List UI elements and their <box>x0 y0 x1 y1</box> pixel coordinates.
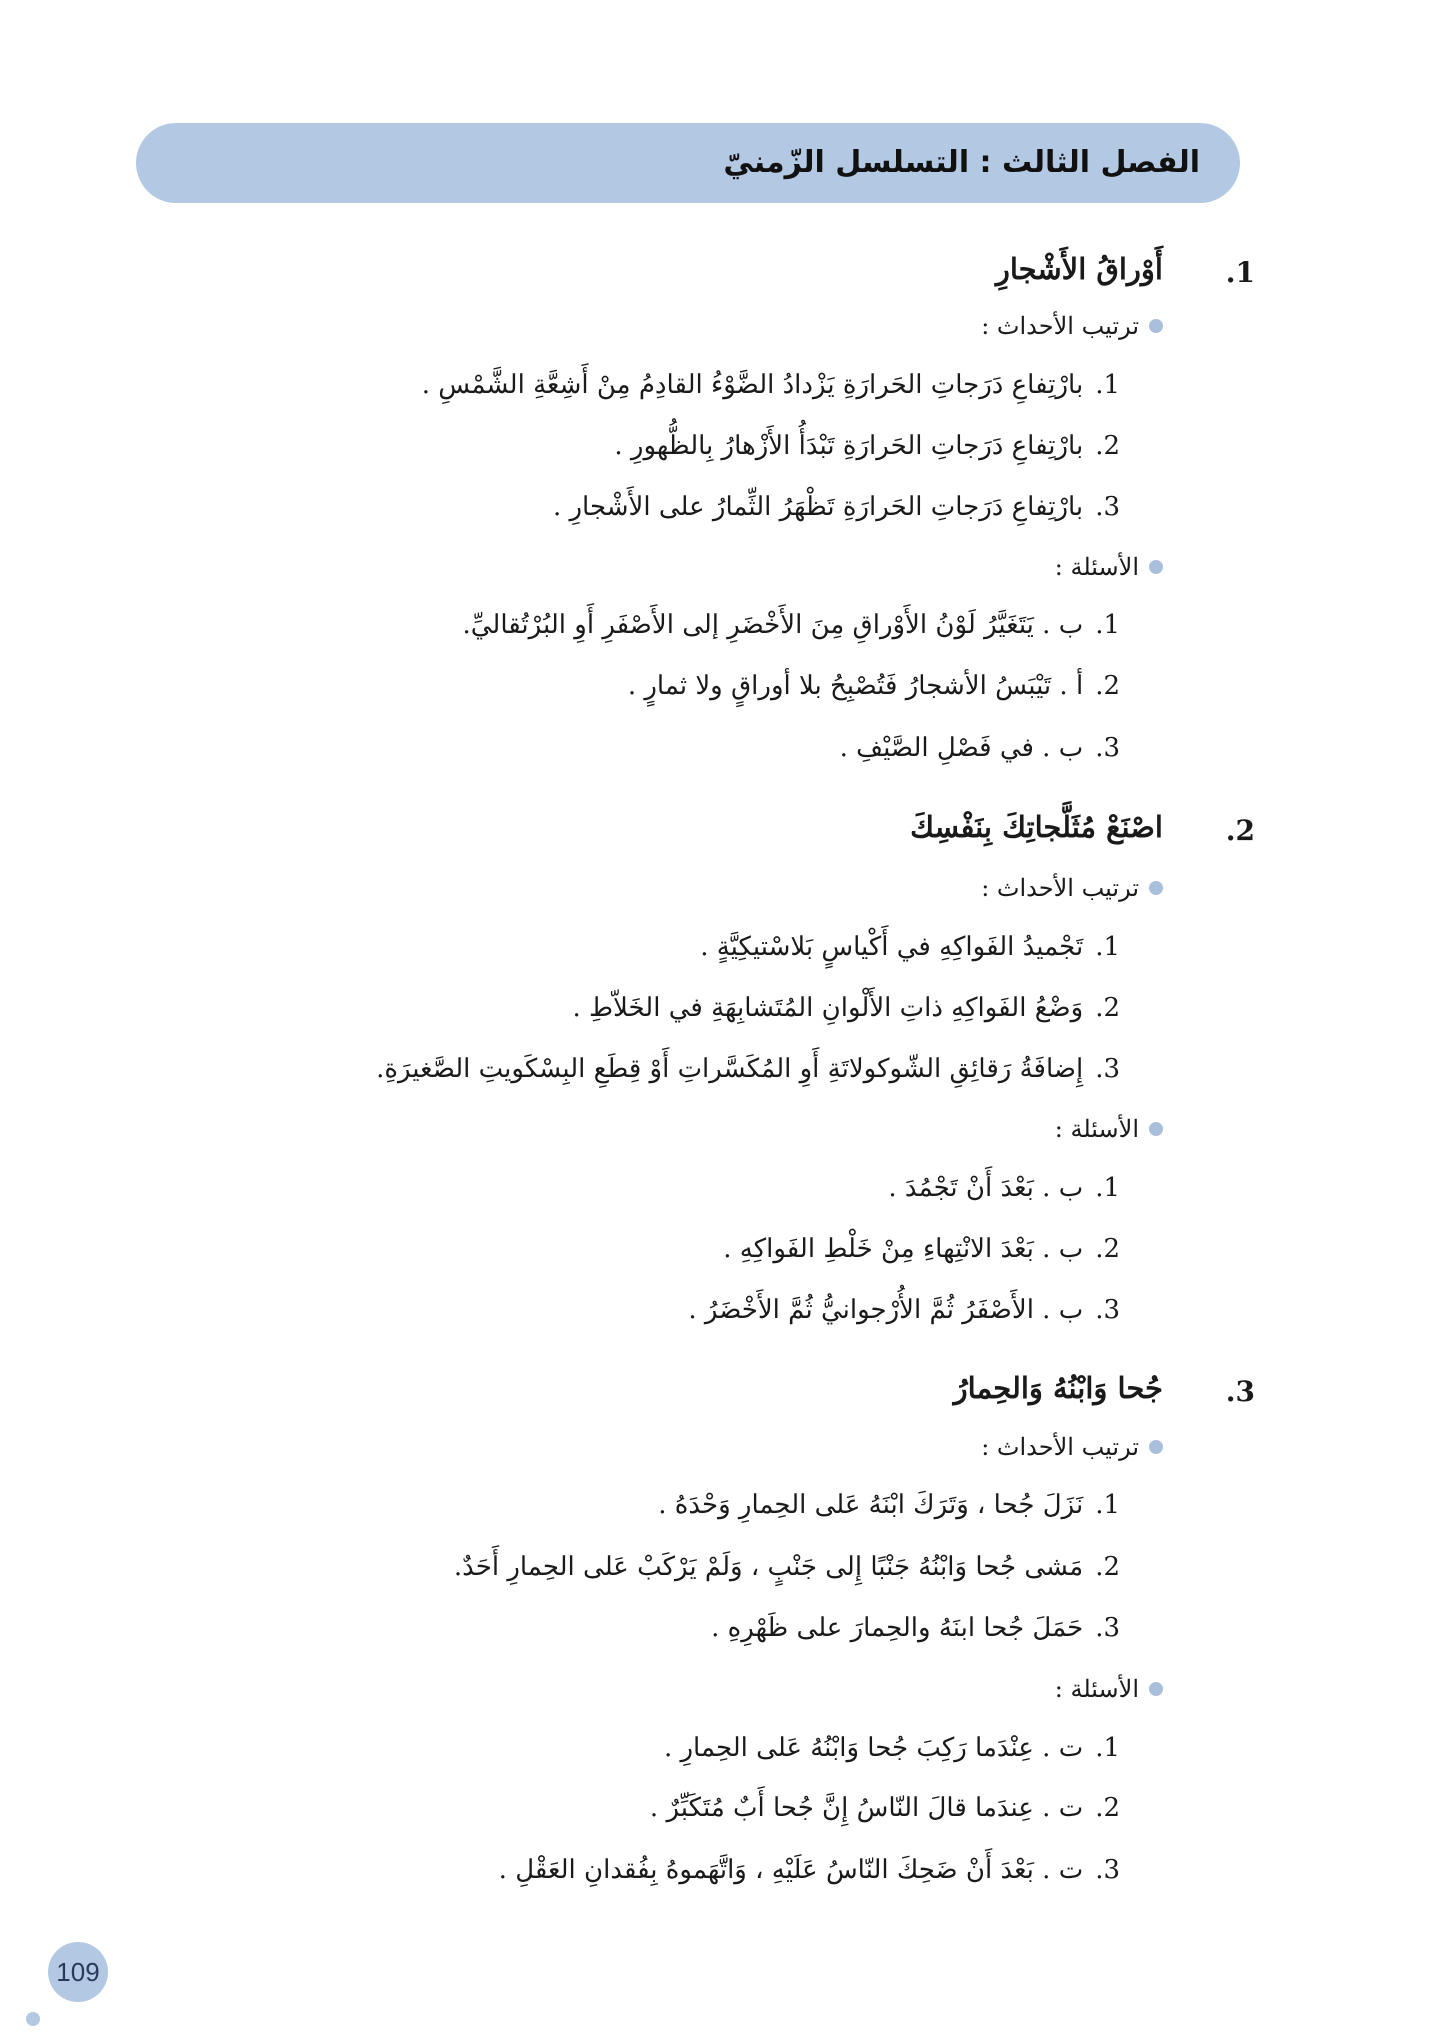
answer-item: 1.ب . يَتَغَيَّرُ لَوْنُ الأَوْراقِ مِنَ الأَخْضَرِ إلى الأَصْفَرِ أَوِ البُرْتُقاليِّ. <box>462 610 1120 640</box>
event-item: 1.تَجْميدُ الفَواكِهِ في أَكْياسٍ بَلاسْتيكِيَّةٍ . <box>700 932 1120 962</box>
section-title: اصْنَعْ مُثَلَّجاتِكَ بِنَفْسِكَ <box>910 810 1163 844</box>
bullet-icon <box>1149 1440 1163 1454</box>
events-heading: ترتيب الأحداث : <box>981 874 1163 902</box>
chapter-title: الفصل الثالث : التسلسل الزّمنيّ <box>723 145 1200 180</box>
event-item: 3.إِضافَةُ رَقائِقِ الشّوكولاتَةِ أَوِ المُكَسَّراتِ أَوْ قِطَعِ البِسْكَويتِ الصَّغيرَةِ. <box>376 1054 1120 1084</box>
answer-item: 3.ب . في فَصْلِ الصَّيْفِ . <box>839 733 1120 763</box>
chapter-header <box>136 123 1240 203</box>
event-item: 2.بارْتِفاعِ دَرَجاتِ الحَرارَةِ تَبْدَأُ الأَزْهارُ بِالظُّهورِ . <box>614 431 1120 461</box>
answer-item: 1.ب . بَعْدَ أَنْ تَجْمُدَ . <box>888 1173 1120 1203</box>
section-number: 1. <box>1225 256 1255 289</box>
answer-item: 3.ت . بَعْدَ أَنْ ضَحِكَ النّاسُ عَلَيْهِ ، وَاتَّهَموهُ بِفُقدانِ العَقْلِ . <box>498 1855 1120 1885</box>
questions-heading: الأسئلة : <box>1055 553 1163 581</box>
event-item: 1.نَزَلَ جُحا ، وَتَرَكَ ابْنَهُ عَلى الحِمارِ وَحْدَهُ . <box>658 1490 1120 1520</box>
section-title: جُحا وَابْنُهُ وَالحِمارُ <box>953 1371 1163 1405</box>
section-title: أَوْراقُ الأَشْجارِ <box>995 252 1163 286</box>
event-item: 2.وَضْعُ الفَواكِهِ ذاتِ الأَلْوانِ المُتَشابِهَةِ في الخَلاّطِ . <box>572 993 1120 1023</box>
event-item: 3.بارْتِفاعِ دَرَجاتِ الحَرارَةِ تَظْهَرُ الثِّمارُ على الأَشْجارِ . <box>552 492 1120 522</box>
answer-item: 3.ب . الأَصْفَرُ ثُمَّ الأُرْجوانيُّ ثُمَّ الأَخْضَرُ . <box>688 1295 1120 1325</box>
bullet-icon <box>1149 881 1163 895</box>
bullet-icon <box>1149 560 1163 574</box>
questions-heading: الأسئلة : <box>1055 1115 1163 1143</box>
event-item: 2.مَشى جُحا وَابْنُهُ جَنْبًا إِلى جَنْبٍ ، وَلَمْ يَرْكَبْ عَلى الحِمارِ أَحَدٌ. <box>453 1552 1120 1582</box>
decorative-dot <box>26 2012 40 2026</box>
events-heading: ترتيب الأحداث : <box>981 1433 1163 1461</box>
events-heading: ترتيب الأحداث : <box>981 312 1163 340</box>
answer-item: 2.ت . عِندَما قالَ النّاسُ إِنَّ جُحا أَبٌ مُتَكَبِّرٌ . <box>649 1793 1120 1823</box>
answer-item: 2.ب . بَعْدَ الانْتِهاءِ مِنْ خَلْطِ الفَواكِهِ . <box>723 1234 1120 1264</box>
section-number: 2. <box>1225 814 1255 847</box>
questions-heading: الأسئلة : <box>1055 1675 1163 1703</box>
section-number: 3. <box>1225 1375 1255 1408</box>
event-item: 1.بارْتِفاعِ دَرَجاتِ الحَرارَةِ يَزْدادُ الضَّوْءُ القادِمُ مِنْ أَشِعَّةِ الشَّمْسِ . <box>421 370 1120 400</box>
answer-item: 2.أ . تَيْبَسُ الأشجارُ فَتُصْبِحُ بلا أوراقٍ ولا ثمارٍ . <box>627 671 1120 701</box>
page-number: 109 <box>48 1942 108 2002</box>
bullet-icon <box>1149 1682 1163 1696</box>
bullet-icon <box>1149 1122 1163 1136</box>
event-item: 3.حَمَلَ جُحا ابنَهُ والحِمارَ على ظَهْرِهِ . <box>711 1613 1120 1643</box>
bullet-icon <box>1149 319 1163 333</box>
answer-item: 1.ت . عِنْدَما رَكِبَ جُحا وَابْنُهُ عَلى الحِمارِ . <box>663 1733 1120 1763</box>
